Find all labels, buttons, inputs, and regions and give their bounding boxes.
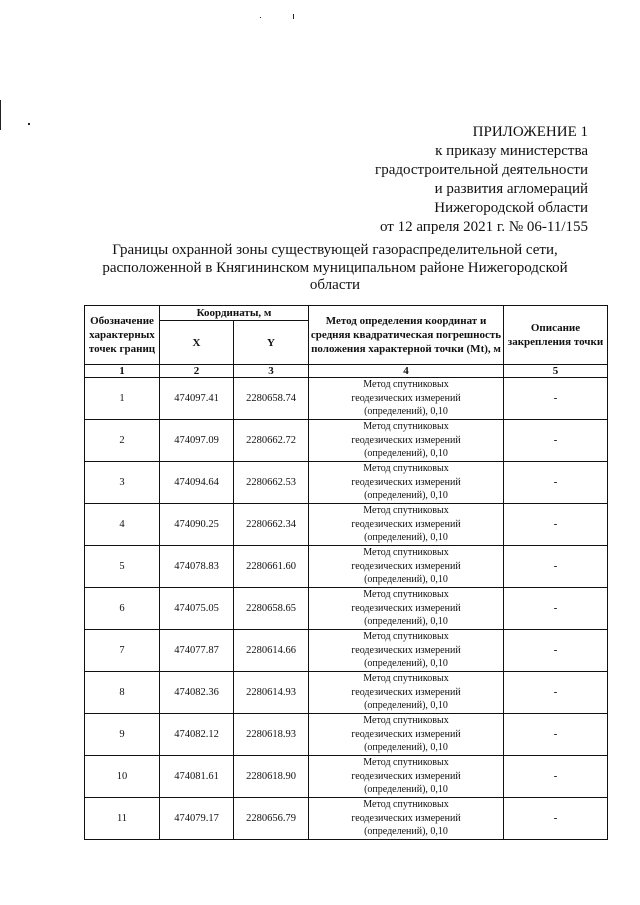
x-coordinate-cell: 474097.41 (160, 378, 234, 420)
table-row (85, 546, 608, 588)
column-number: 1 (85, 365, 160, 378)
table-row (85, 504, 608, 546)
method-line: Метод спутниковых (363, 799, 449, 811)
point-id-cell: 8 (85, 672, 160, 714)
method-cell (309, 798, 504, 840)
table-row (85, 420, 608, 462)
y-coordinate-cell: 2280662.34 (234, 504, 309, 546)
column-number: 4 (309, 365, 504, 378)
table-row (85, 588, 608, 630)
point-id-cell: 10 (85, 756, 160, 798)
x-coordinate-cell: 474081.61 (160, 756, 234, 798)
method-cell (309, 714, 504, 756)
table-row (85, 714, 608, 756)
y-coordinate-cell: 2280656.79 (234, 798, 309, 840)
y-coordinate-cell: 2280662.53 (234, 462, 309, 504)
scan-mark (260, 17, 261, 18)
method-line: геодезических измерений (351, 434, 461, 446)
description-cell: - (504, 672, 608, 714)
method-line: Метод спутниковых (363, 589, 449, 601)
coordinates-table (84, 305, 608, 840)
table-row (85, 462, 608, 504)
method-line: (определений), 0,10 (364, 532, 448, 544)
method-line: (определений), 0,10 (364, 742, 448, 754)
method-cell (309, 378, 504, 420)
description-cell: - (504, 378, 608, 420)
method-line: Метод спутниковых (363, 673, 449, 685)
method-cell (309, 462, 504, 504)
point-id-cell: 3 (85, 462, 160, 504)
method-cell (309, 420, 504, 462)
method-cell (309, 504, 504, 546)
table-row (85, 672, 608, 714)
header-coordinates: Координаты, м (160, 306, 309, 321)
method-line: Метод спутниковых (363, 631, 449, 643)
x-coordinate-cell: 474097.09 (160, 420, 234, 462)
method-line: геодезических измерений (351, 728, 461, 740)
appendix-heading: ПРИЛОЖЕНИЕ 1 (472, 124, 588, 140)
appendix-block (375, 123, 588, 237)
column-number: 5 (504, 365, 608, 378)
x-coordinate-cell: 474079.17 (160, 798, 234, 840)
x-coordinate-cell: 474082.36 (160, 672, 234, 714)
appendix-line: градостроительной деятельности (375, 162, 588, 178)
method-line: (определений), 0,10 (364, 826, 448, 838)
y-coordinate-cell: 2280614.93 (234, 672, 309, 714)
table-row (85, 798, 608, 840)
description-cell: - (504, 798, 608, 840)
description-cell: - (504, 462, 608, 504)
header-method: Метод определения координат и средняя квадратическая погрешность положения характерной точки (Mt), м (309, 306, 504, 365)
appendix-line: и развития агломераций (434, 181, 588, 197)
method-line: Метод спутниковых (363, 547, 449, 559)
y-coordinate-cell: 2280658.74 (234, 378, 309, 420)
method-line: Метод спутниковых (363, 421, 449, 433)
point-id-cell: 11 (85, 798, 160, 840)
description-cell: - (504, 588, 608, 630)
scan-mark (0, 100, 1, 130)
scan-mark (28, 123, 30, 125)
header-designation: Обозначение характерных точек границ (85, 306, 160, 365)
y-coordinate-cell: 2280662.72 (234, 420, 309, 462)
description-cell: - (504, 756, 608, 798)
appendix-line: к приказу министерства (435, 143, 588, 159)
title-line: расположенной в Княгининском муниципальном районе Нижегородской (102, 259, 568, 276)
point-id-cell: 6 (85, 588, 160, 630)
description-cell: - (504, 546, 608, 588)
point-id-cell: 2 (85, 420, 160, 462)
description-cell: - (504, 714, 608, 756)
point-id-cell: 4 (85, 504, 160, 546)
table-body (85, 378, 608, 840)
method-line: Метод спутниковых (363, 715, 449, 727)
method-line: Метод спутниковых (363, 379, 449, 391)
y-coordinate-cell: 2280614.66 (234, 630, 309, 672)
scan-mark (293, 14, 294, 19)
description-cell: - (504, 420, 608, 462)
table-row (85, 756, 608, 798)
x-coordinate-cell: 474090.25 (160, 504, 234, 546)
point-id-cell: 1 (85, 378, 160, 420)
y-coordinate-cell: 2280658.65 (234, 588, 309, 630)
method-cell (309, 630, 504, 672)
column-number: 3 (234, 365, 309, 378)
method-line: геодезических измерений (351, 602, 461, 614)
title-line: области (309, 277, 361, 293)
description-cell: - (504, 630, 608, 672)
method-line: геодезических измерений (351, 644, 461, 656)
title-line: Границы охранной зоны существующей газораспределительной сети, (112, 242, 558, 258)
x-coordinate-cell: 474094.64 (160, 462, 234, 504)
appendix-line: Нижегородской области (434, 200, 588, 216)
method-line: геодезических измерений (351, 686, 461, 698)
y-coordinate-cell: 2280618.90 (234, 756, 309, 798)
method-cell (309, 756, 504, 798)
x-coordinate-cell: 474082.12 (160, 714, 234, 756)
method-line: (определений), 0,10 (364, 574, 448, 586)
method-line: геодезических измерений (351, 392, 461, 404)
method-line: геодезических измерений (351, 770, 461, 782)
point-id-cell: 7 (85, 630, 160, 672)
document-title (80, 242, 590, 295)
method-line: геодезических измерений (351, 812, 461, 824)
point-id-cell: 9 (85, 714, 160, 756)
method-line: (определений), 0,10 (364, 448, 448, 460)
method-line: геодезических измерений (351, 518, 461, 530)
method-line: (определений), 0,10 (364, 616, 448, 628)
method-line: геодезических измерений (351, 560, 461, 572)
x-coordinate-cell: 474077.87 (160, 630, 234, 672)
method-line: (определений), 0,10 (364, 784, 448, 796)
method-line: (определений), 0,10 (364, 406, 448, 418)
method-line: (определений), 0,10 (364, 490, 448, 502)
y-coordinate-cell: 2280618.93 (234, 714, 309, 756)
header-y: Y (234, 321, 309, 365)
x-coordinate-cell: 474078.83 (160, 546, 234, 588)
method-line: Метод спутниковых (363, 505, 449, 517)
x-coordinate-cell: 474075.05 (160, 588, 234, 630)
method-line: Метод спутниковых (363, 463, 449, 475)
table-row (85, 630, 608, 672)
method-line: (определений), 0,10 (364, 700, 448, 712)
y-coordinate-cell: 2280661.60 (234, 546, 309, 588)
point-id-cell: 5 (85, 546, 160, 588)
method-cell (309, 588, 504, 630)
method-line: геодезических измерений (351, 476, 461, 488)
appendix-date-line: от 12 апреля 2021 г. № 06-11/155 (379, 219, 588, 235)
description-cell: - (504, 504, 608, 546)
column-number: 2 (160, 365, 234, 378)
method-cell (309, 546, 504, 588)
header-description: Описание закрепления точки (504, 306, 608, 365)
table-row (85, 378, 608, 420)
method-line: (определений), 0,10 (364, 658, 448, 670)
header-x: X (160, 321, 234, 365)
method-line: Метод спутниковых (363, 757, 449, 769)
method-cell (309, 672, 504, 714)
